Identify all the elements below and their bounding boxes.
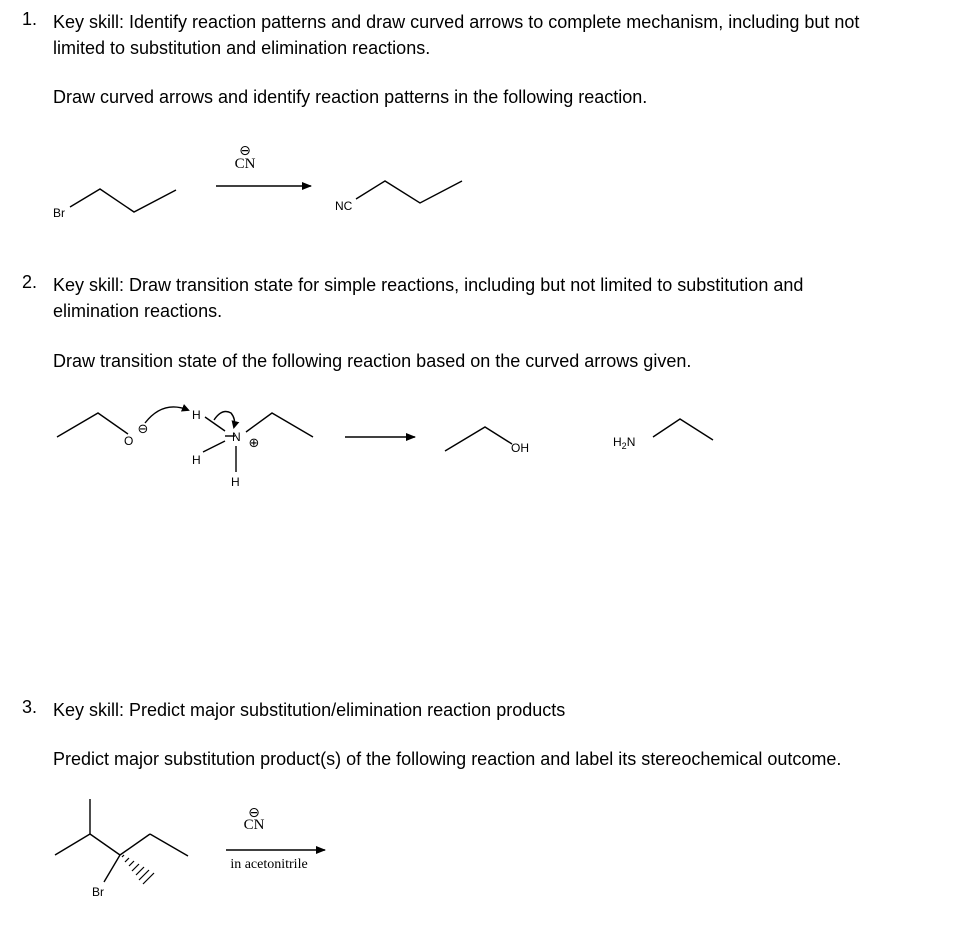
oxygen-charge: ⊖ [137, 421, 149, 436]
wedge-hash-4 [132, 864, 139, 871]
question-2-number: 2. [22, 272, 38, 292]
bromine-label-1: Br [53, 206, 65, 220]
cyanide-charge-3: ⊖ [248, 804, 260, 820]
question-1-instruction: Draw curved arrows and identify reaction patterns in the following reaction. [53, 87, 648, 107]
n-ethyl-chain [246, 413, 313, 437]
nitrogen-label: N [232, 430, 241, 444]
wedge-hash-2 [125, 858, 129, 862]
hydrogen-top-label: H [192, 408, 201, 422]
bromine-label-3: Br [92, 885, 104, 899]
question-3-instruction: Predict major substitution product(s) of the following reaction and label its stereochemical outcome. [53, 749, 842, 769]
hydrogen-left-label: H [192, 453, 201, 467]
ethylamine-chain [653, 419, 713, 440]
ethoxide-chain [57, 413, 128, 437]
wedge-hash-3 [129, 861, 134, 866]
question-2-skill-line-2: elimination reactions. [53, 301, 223, 321]
cyanide-reagent-3: CN [243, 817, 265, 833]
chain-bond-1 [90, 834, 120, 855]
amine-h: H [613, 435, 622, 449]
wedge-hash-1 [122, 855, 124, 857]
c-br-bond [104, 855, 120, 882]
product-1-chain [356, 181, 462, 203]
bond-c-h-left [203, 441, 225, 452]
amine-n: N [626, 435, 636, 449]
reactant-1-chain [70, 189, 176, 212]
question-2-skill-line-1: Key skill: Draw transition state for simple reactions, including but not limited to substitution and [53, 275, 804, 295]
scheme-1 [70, 181, 462, 212]
nitrogen-charge: ⊕ [248, 435, 260, 450]
wedge-hash-6 [139, 870, 149, 880]
methyl-left-bond [55, 834, 90, 855]
solvent-label: in acetonitrile [230, 857, 308, 872]
oxygen-label: O [124, 434, 134, 448]
chain-bond-2 [120, 834, 150, 855]
hashed-wedge-bond [122, 855, 154, 884]
question-1-number: 1. [22, 9, 38, 29]
question-2-instruction: Draw transition state of the following reaction based on the curved arrows given. [53, 351, 692, 371]
cyanide-reagent-1: CN [234, 156, 256, 172]
question-3-skill-line-1: Key skill: Predict major substitution/elimination reaction products [53, 700, 566, 720]
curved-arrow-oxygen-to-h [145, 407, 188, 423]
hydroxyl-label: OH [511, 441, 529, 455]
amine-label [613, 435, 635, 451]
question-1-skill-line-2: limited to substitution and elimination reactions. [53, 38, 431, 58]
amine-subscript: 2 [621, 441, 627, 451]
question-1-skill-line-1: Key skill: Identify reaction patterns and draw curved arrows to complete mechanism, including but not [53, 12, 860, 32]
ethanol-chain [445, 427, 512, 451]
cyanide-charge-1: ⊖ [239, 142, 251, 158]
chain-bond-3 [150, 834, 188, 856]
hydrogen-bottom-label: H [231, 475, 240, 489]
wedge-hash-5 [136, 867, 144, 875]
question-3-number: 3. [22, 697, 38, 717]
nitrile-label-1: NC [335, 199, 353, 213]
